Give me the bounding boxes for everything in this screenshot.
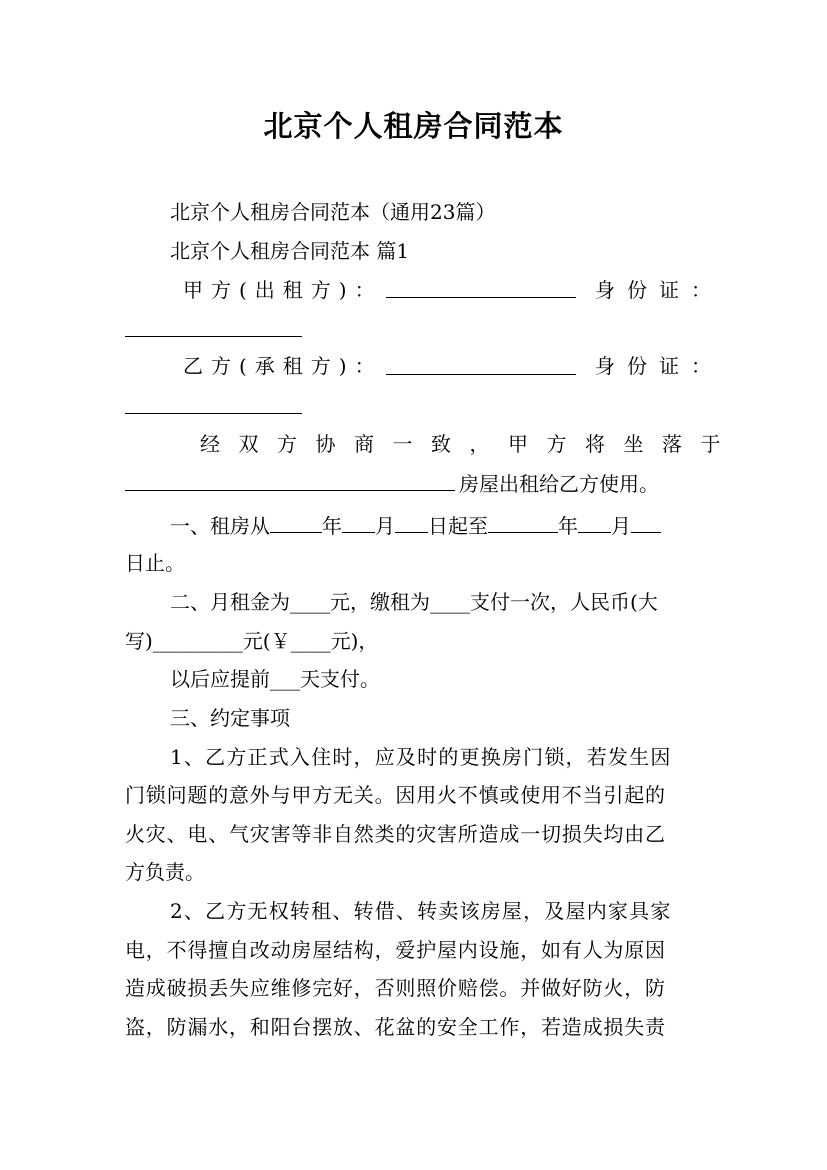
item-2-line-1: 2、乙方无权转租、转借、转卖该房屋，及屋内家具家 [170,899,672,923]
party-b-label: 乙方(承租方)： [183,354,383,378]
item-1-line-3: 火灾、电、气灾害等非自然类的灾害所造成一切损失均由乙 [125,822,666,846]
clause-1-end-month: 月 [611,514,631,538]
clause-2-line-3: 以后应提前___天支付。 [170,667,380,691]
party-a-id-blank [125,336,302,337]
party-b-id-blank [125,413,302,414]
start-day-blank [395,512,428,533]
intro-line: 经双方协商一致，甲方将坐落于 [200,432,739,456]
clause-2-line-2: 写)_________元(￥____元)， [125,629,379,653]
intro-tail: 房屋出租给乙方使用。 [459,472,659,496]
clause-1-prefix: 一、租房从 [170,514,270,538]
item-1-line-1: 1、乙方正式入住时，应及时的更换房门锁，若发生因 [170,745,672,769]
party-b-id-label: 身份证： [595,354,723,378]
section-heading: 北京个人租房合同范本 篇1 [170,239,410,263]
clause-1-end-year: 年 [558,514,578,538]
start-year-blank [270,512,322,533]
item-1-line-4: 方负责。 [125,860,205,884]
item-2-line-3: 造成破损丢失应维修完好，否则照价赔偿。并做好防火，防 [125,976,666,1000]
item-1-line-2: 门锁问题的意外与甲方无关。因用火不慎或使用不当引起的 [125,783,666,807]
clause-1-year: 年 [322,514,342,538]
document-subtitle: 北京个人租房合同范本（通用23篇） [170,200,496,224]
end-month-blank [578,512,611,533]
end-year-blank [488,512,558,533]
clause-1-line-1 [170,512,661,540]
clause-2-line-1: 二、月租金为____元，缴租为____支付一次，人民币(大 [170,590,658,614]
property-address-blank [125,490,455,491]
clause-1-line-2: 日止。 [125,551,185,575]
item-2-line-2: 电，不得擅自改动房屋结构，爱护屋内设施，如有人为原因 [125,938,666,962]
clause-1-month: 月 [375,514,395,538]
party-a-id-label: 身份证： [595,278,723,302]
end-day-blank [631,512,661,533]
document-title: 北京个人租房合同范本 [263,109,564,143]
party-a-label: 甲方(出租方)： [183,278,383,302]
party-b-name-blank [386,374,576,375]
clause-3-heading: 三、约定事项 [170,706,290,730]
party-a-name-blank [386,297,576,298]
clause-1-day-to: 日起至 [428,514,488,538]
start-month-blank [342,512,375,533]
item-2-line-4: 盗，防漏水，和阳台摆放、花盆的安全工作，若造成损失责 [125,1015,666,1039]
